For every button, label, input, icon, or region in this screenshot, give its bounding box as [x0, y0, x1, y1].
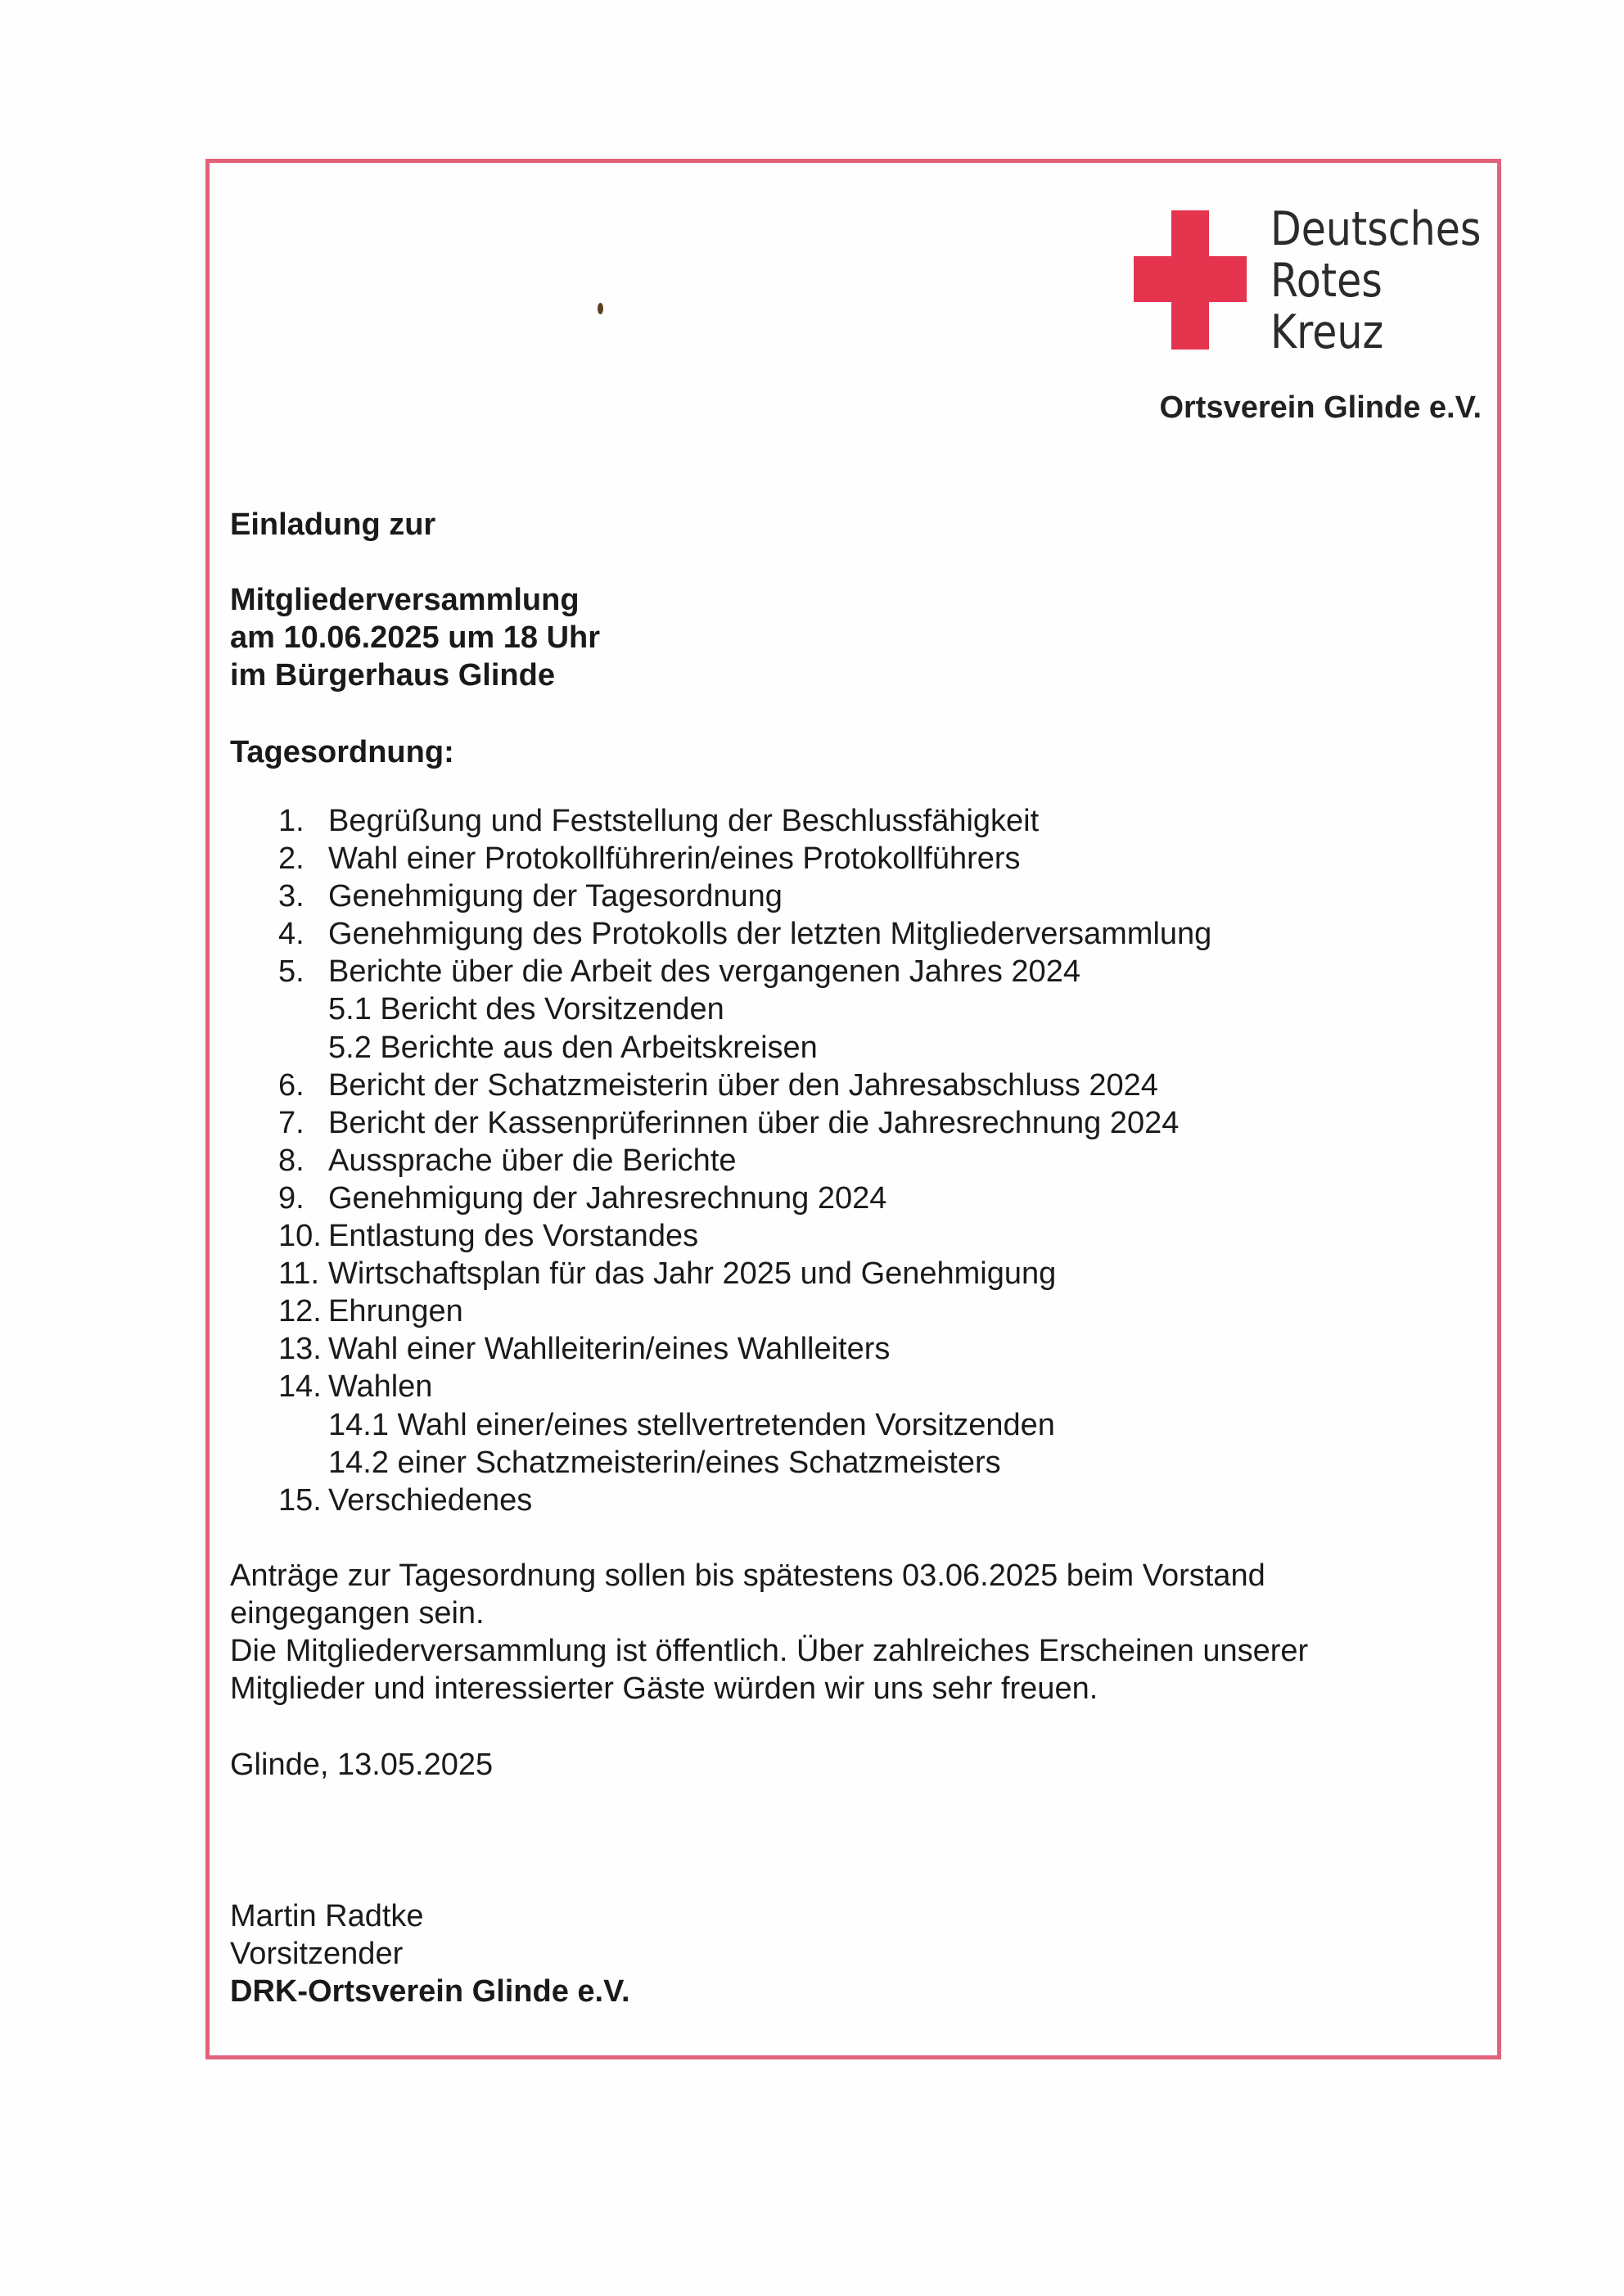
agenda-item-number: 2.: [278, 841, 304, 877]
agenda-item-text: Genehmigung der Tagesordnung: [328, 879, 783, 914]
agenda-item-number: 3.: [278, 879, 304, 914]
logo-line-3: Kreuz: [1270, 305, 1384, 359]
invitation-line-4: im Bürgerhaus Glinde: [230, 658, 555, 692]
agenda-item-number: 9.: [278, 1180, 304, 1216]
logo-line-1: Deutsches: [1270, 202, 1482, 256]
agenda-item-text: Wahl einer Protokollführerin/eines Protokollführers: [328, 841, 1021, 877]
agenda-item-text: 14.1 Wahl einer/eines stellvertretenden Vorsitzenden: [328, 1407, 1055, 1442]
agenda-item-text: Genehmigung der Jahresrechnung 2024: [328, 1180, 887, 1216]
agenda-item-number: 8.: [278, 1143, 304, 1178]
agenda-item-number: 14.: [278, 1369, 322, 1405]
agenda-item-text: Bericht der Schatzmeisterin über den Jahresabschluss 2024: [328, 1067, 1158, 1103]
logo-wordmark: [1270, 204, 1481, 359]
agenda-item-text: Wirtschaftsplan für das Jahr 2025 und Genehmigung: [328, 1256, 1057, 1292]
place-date: Glinde, 13.05.2025: [230, 1748, 494, 1782]
agenda-item-text: Berichte über die Arbeit des vergangenen Jahres 2024: [328, 954, 1080, 990]
agenda-item-text: Ehrungen: [328, 1294, 463, 1329]
notes-line-1: Anträge zur Tagesordnung sollen bis spätestens 03.06.2025 beim Vorstand: [230, 1558, 1265, 1593]
agenda-item-number: 11.: [278, 1256, 320, 1292]
agenda-item-text: Genehmigung des Protokolls der letzten Mitgliederversammlung: [328, 917, 1212, 952]
agenda-item-text: Bericht der Kassenprüferinnen über die Jahresrechnung 2024: [328, 1105, 1180, 1140]
agenda-item-text: 5.2 Berichte aus den Arbeitskreisen: [328, 1030, 818, 1065]
agenda-item-text: Wahlen: [328, 1369, 433, 1405]
agenda-item-text: Begrüßung und Feststellung der Beschlussfähigkeit: [328, 804, 1040, 838]
invitation-line-2: Mitgliederversammlung: [230, 583, 580, 617]
notes-line-2: eingegangen sein.: [230, 1596, 485, 1631]
agenda-item-number: 15.: [278, 1482, 322, 1518]
agenda-item-text: Verschiedenes: [328, 1482, 533, 1518]
agenda-heading: Tagesordnung:: [230, 735, 454, 769]
signature-org: DRK-Ortsverein Glinde e.V.: [230, 1974, 630, 2009]
signature-role: Vorsitzender: [230, 1937, 404, 1971]
org-subtitle: Ortsverein Glinde e.V.: [1159, 390, 1482, 425]
agenda-item-number: 7.: [278, 1105, 304, 1140]
agenda-item-number: 4.: [278, 917, 304, 952]
agenda-item-text: Wahl einer Wahlleiterin/eines Wahlleiters: [328, 1332, 891, 1367]
agenda-item-text: Aussprache über die Berichte: [328, 1143, 737, 1178]
agenda-item-number: 6.: [278, 1067, 304, 1103]
notes-line-3: Die Mitgliederversammlung ist öffentlich. Über zahlreiches Erscheinen unserer: [230, 1634, 1309, 1668]
agenda-item-text: 5.1 Bericht des Vorsitzenden: [328, 992, 724, 1027]
agenda-item-number: 1.: [278, 804, 304, 838]
signature-name: Martin Radtke: [230, 1899, 424, 1933]
drk-logo: [1134, 202, 1494, 359]
notes-line-4: Mitglieder und interessierter Gäste würden wir uns sehr freuen.: [230, 1671, 1098, 1706]
agenda-item-text: Entlastung des Vorstandes: [328, 1219, 699, 1254]
agenda-item-number: 5.: [278, 954, 304, 990]
agenda-item-text: 14.2 einer Schatzmeisterin/eines Schatzmeisters: [328, 1445, 1001, 1480]
agenda-item-number: 13.: [278, 1332, 322, 1367]
agenda-item-number: 10.: [278, 1219, 322, 1254]
logo-line-2: Rotes: [1270, 254, 1383, 308]
scan-speck: [598, 303, 603, 314]
invitation-line-3: am 10.06.2025 um 18 Uhr: [230, 620, 601, 655]
invitation-line-1: Einladung zur: [230, 507, 436, 542]
red-cross-icon: [1134, 210, 1247, 350]
agenda-item-number: 12.: [278, 1294, 322, 1329]
